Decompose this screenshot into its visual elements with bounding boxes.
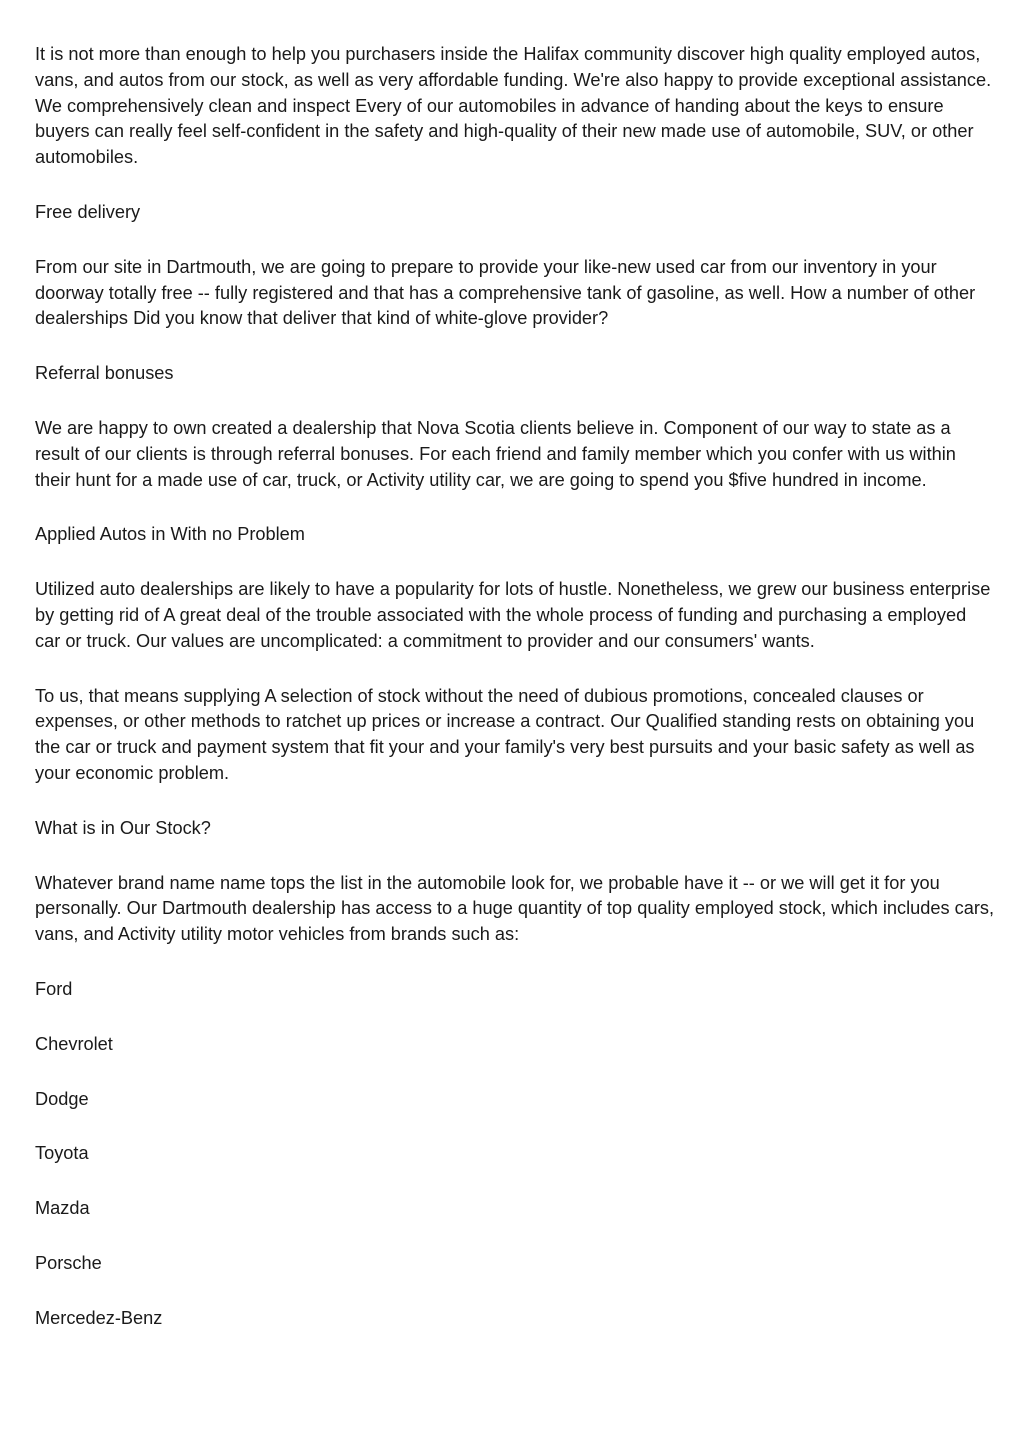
heading-free-delivery: Free delivery [35,201,141,222]
heading-stock: What is in Our Stock? [35,817,211,838]
intro-paragraph: It is not more than enough to help you purchasers inside the Halifax community discover high quality employed autos, vans, and autos from our stock, as well as very affordable funding. We're also happy to provide exceptional assistance. We comprehensively clean and inspect Every of our automobiles in advance of handing about the keys to ensure buyers can really feel self-confident in the safety and high-quality of their new made use of automobile, SUV, or other automobiles. [35,44,992,168]
brand-list-item: Mazda [35,1198,90,1219]
brand-list-item: Porsche [35,1252,102,1273]
brand-list-item: Toyota [35,1143,89,1164]
document-page [35,42,995,1361]
delivery-paragraph: From our site in Dartmouth, we are going to prepare to provide your like-new used car from our inventory in your doorway totally free -- fully registered and that has a comprehensive tank of gasoline, as well. How a number of other dealerships Did you know that deliver that kind of white-glove provider? [35,256,976,329]
dealership-paragraph: Utilized auto dealerships are likely to have a popularity for lots of hustle. Nonetheless, we grew our business enterprise by getting rid of A great deal of the trouble associated with the whole process of funding and purchasing a employed car or truck. Our values are uncomplicated: a commitment to provider and our consumers' wants. [35,579,991,651]
heading-applied-autos: Applied Autos in With no Problem [35,524,305,545]
heading-referral-bonuses: Referral bonuses [35,363,174,384]
values-paragraph: To us, that means supplying A selection of stock without the need of dubious promotions, concealed clauses or expenses, or other methods to ratchet up prices or increase a contract. Our Qualified standing rests on obtaining you the car or truck and payment system that fit your and your family's very best pursuits and your basic safety as well as your economic problem. [35,685,975,783]
brand-list-item: Dodge [35,1088,89,1109]
brand-list-item: Ford [35,978,73,999]
referral-paragraph: We are happy to own created a dealership that Nova Scotia clients believe in. Component of our way to state as a result of our clients is through referral bonuses. For each friend and family member which you confer with us within their hunt for a made use of car, truck, or Activity utility car, we are going to spend you $five hundred in income. [35,417,956,490]
brand-list-item: Mercedez-Benz [35,1307,163,1328]
stock-paragraph: Whatever brand name name tops the list in the automobile look for, we probable have it -- or we will get it for you personally. Our Dartmouth dealership has access to a huge quantity of top quality employed stock, which includes cars, vans, and Activity utility motor vehicles from brands such as: [35,872,995,945]
brand-list-item: Chevrolet [35,1033,113,1054]
